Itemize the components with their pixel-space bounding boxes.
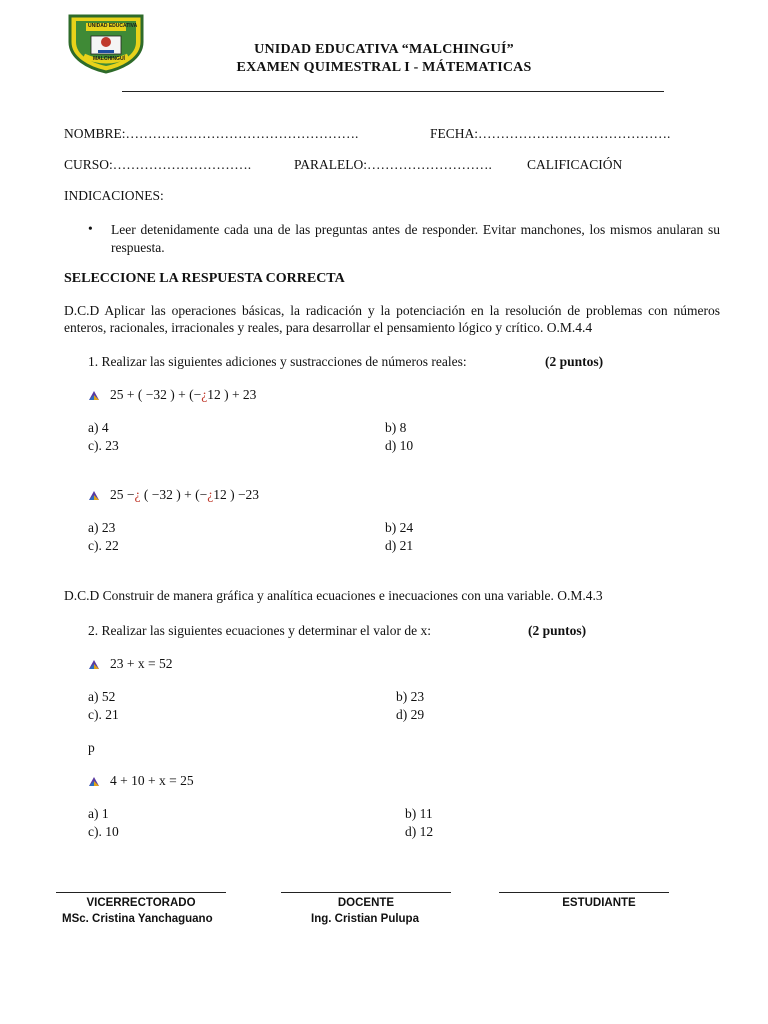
school-name: UNIDAD EDUCATIVA “MALCHINGUÍ”	[254, 42, 514, 57]
arrow-bullet-icon	[88, 490, 100, 502]
q1-item1-option-a[interactable]: a) 4	[88, 420, 109, 435]
signature-name-vicerrectorado: MSc. Cristina Yanchaguano	[62, 913, 213, 925]
q2-item2-option-d[interactable]: d) 12	[405, 824, 434, 839]
signature-role-docente: DOCENTE	[337, 897, 395, 909]
field-fecha[interactable]: FECHA:…………………………………….	[430, 126, 671, 141]
q1-item2-option-a[interactable]: a) 23	[88, 520, 116, 535]
q1-item2-option-c[interactable]: c). 22	[88, 538, 119, 553]
field-curso[interactable]: CURSO:………………………….	[64, 157, 252, 172]
q2-item1-option-b[interactable]: b) 23	[396, 689, 425, 704]
indicaciones-label: INDICACIONES:	[64, 188, 164, 203]
q2-item2-expr: 4 + 10 + x = 25	[88, 773, 194, 789]
q1-item2-option-d[interactable]: d) 21	[385, 538, 414, 553]
q1-item2-expr: 25 −¿ ( −32 ) + (−¿12 ) −23	[88, 487, 259, 503]
field-calificacion: CALIFICACIÓN	[527, 157, 623, 172]
stray-letter: p	[88, 740, 95, 755]
logo-bottom-text: MALCHINGUÍ	[93, 56, 125, 62]
field-paralelo[interactable]: PARALELO:……………………….	[294, 157, 492, 172]
q2-item2-option-a[interactable]: a) 1	[88, 806, 109, 821]
question-1-points: (2 puntos)	[545, 354, 604, 369]
header-divider	[122, 91, 664, 92]
logo-top-text: UNIDAD EDUCATIVA	[88, 23, 138, 29]
signature-line-vicerrectorado	[56, 892, 226, 893]
exam-title: EXAMEN QUIMESTRAL I - MÁTEMATICAS	[236, 60, 532, 75]
question-2-points: (2 puntos)	[528, 623, 587, 638]
signature-line-estudiante	[499, 892, 669, 893]
arrow-bullet-icon	[88, 776, 100, 788]
q2-item2-option-b[interactable]: b) 11	[405, 806, 433, 821]
section-title: SELECCIONE LA RESPUESTA CORRECTA	[64, 271, 345, 286]
q1-item1-option-b[interactable]: b) 8	[385, 420, 407, 435]
signature-line-docente	[281, 892, 451, 893]
q2-item1-expr: 23 + x = 52	[88, 656, 172, 672]
question-2-text: 2. Realizar las siguientes ecuaciones y determinar el valor de x:	[88, 623, 431, 638]
q2-item1-option-a[interactable]: a) 52	[88, 689, 116, 704]
bullet-dot: •	[88, 221, 93, 236]
instruction-text: Leer detenidamente cada una de las preguntas antes de responder. Evitar manchones, los mismos anularan su respuesta.	[111, 222, 720, 255]
q2-item1-option-c[interactable]: c). 21	[88, 707, 119, 722]
q1-item1-expr: 25 + ( −32 ) + (−¿12 ) + 23	[88, 387, 256, 403]
dcd-2: D.C.D Construir de manera gráfica y analítica ecuaciones e inecuaciones con una variable. O.M.4.3	[64, 588, 603, 603]
signature-name-docente: Ing. Cristian Pulupa	[311, 913, 419, 925]
q2-item2-option-c[interactable]: c). 10	[88, 824, 119, 839]
q1-item1-option-d[interactable]: d) 10	[385, 438, 414, 453]
question-1-text: 1. Realizar las siguientes adiciones y sustracciones de números reales:	[88, 354, 467, 369]
field-nombre[interactable]: NOMBRE:…………………………………………….	[64, 126, 359, 141]
q1-item2-option-b[interactable]: b) 24	[385, 520, 414, 535]
signature-role-vicerrectorado: VICERRECTORADO	[86, 897, 196, 909]
signature-role-estudiante: ESTUDIANTE	[562, 897, 636, 909]
q1-item1-option-c[interactable]: c). 23	[88, 438, 119, 453]
arrow-bullet-icon	[88, 659, 100, 671]
q2-item1-option-d[interactable]: d) 29	[396, 707, 425, 722]
arrow-bullet-icon	[88, 390, 100, 402]
dcd-1: D.C.D Aplicar las operaciones básicas, la radicación y la potenciación en la resolución de problemas con números enteros, racionales, irracionales y reales, para desarrollar el pensamiento lógico y crítico. O.M.4.4	[64, 303, 720, 335]
